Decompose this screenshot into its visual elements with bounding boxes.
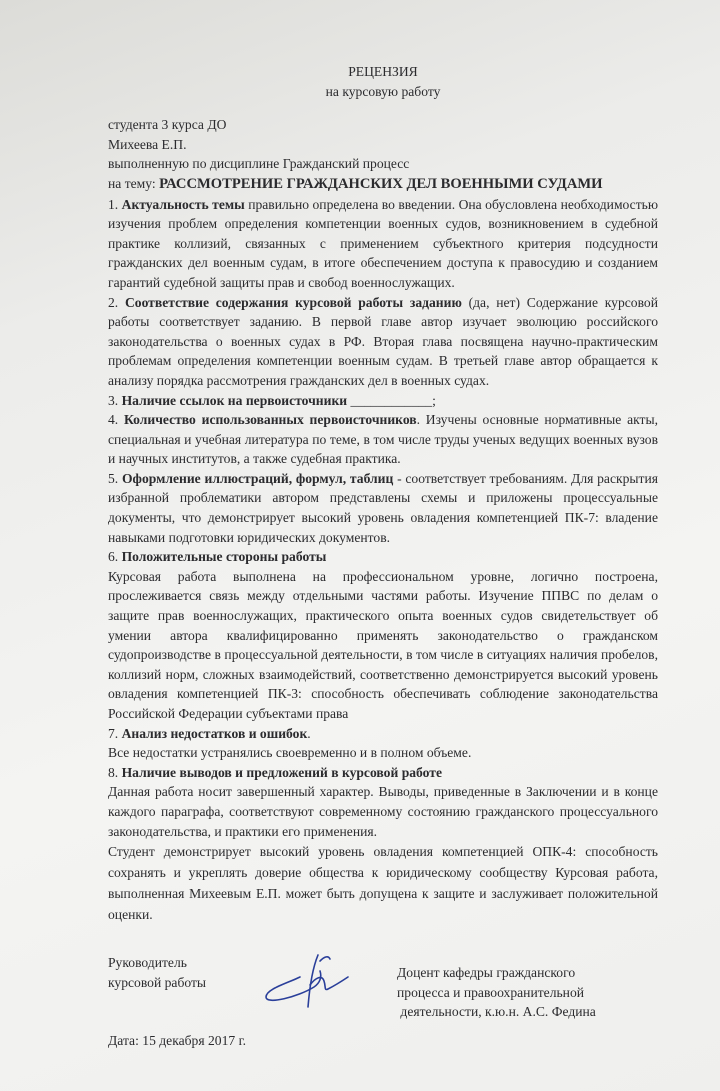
section-number: 8. [108, 764, 122, 780]
reviewer-position [397, 963, 596, 1022]
section-text: Все недостатки устранялись своевременно и в полном объеме. [108, 745, 472, 761]
review-paragraph [108, 841, 658, 925]
section-heading: Актуальность темы [121, 196, 245, 212]
topic [108, 174, 658, 195]
reviewer-line: деятельности, к.ю.н. А.С. Федина [397, 1004, 596, 1020]
document-title: РЕЦЕНЗИЯ [348, 64, 418, 79]
section-text: Курсовая работа выполнена на профессиональном уровне, логично построена, прослеживается связь между отдельными частями работы. Изучение ППВС по делам о защите прав военнослужащих, практического опыта военных судов свидетельствует об умении автора квалифицированно применять законодательство о гражданском судопроизводстве в процессуальной деятельности, в том числе в ситуациях наличия пробелов, коллизий норм, сложных взаимодействий, соответственно демонстрируется высокий уровень овладения компетенцией ПК-3: способность обеспечивать соблюдение законодательства Российской Федерации субъектами права [108, 568, 658, 721]
reviewer-line: процесса и правоохранительной [397, 984, 585, 1000]
section-text: . [307, 725, 311, 741]
review-paragraph [108, 782, 658, 841]
supervisor-label-line: Руководитель [108, 955, 187, 971]
handwritten-signature [258, 947, 358, 1017]
section-heading: Анализ недостатков и ошибок [121, 725, 308, 741]
student-course: студента 3 курса ДО [108, 117, 227, 133]
section-heading: Соответствие содержания курсовой работы заданию [124, 294, 462, 310]
section-number: 4. [108, 412, 124, 428]
section-number: 1. [108, 196, 122, 212]
review-document [108, 0, 658, 1091]
section-text: . Изучены основные нормативные акты, специальная и учебная литература по теме, в том числе труды ученых ведущих военных вузов и научных институтов, а также судебная практика. [108, 412, 659, 467]
review-paragraph [108, 293, 658, 391]
document-subtitle: на курсовую работу [325, 83, 441, 99]
review-paragraph [108, 724, 658, 744]
review-paragraph [108, 743, 658, 763]
supervisor-label [108, 953, 206, 992]
review-paragraph [108, 391, 658, 411]
discipline: выполненную по дисциплине Гражданский процесс [108, 156, 410, 172]
section-text: Студент демонстрирует высокий уровень овладения компетенцией ОПК-4: способность сохранять и укреплять доверие общества к юридическому сообществу Курсовая работа, выполненная Михеевым Е.П. может быть допущена к защите и заслуживает положительной оценки. [108, 844, 658, 923]
review-paragraph [108, 763, 658, 783]
review-paragraph [108, 195, 658, 293]
section-text: Данная работа носит завершенный характер. Выводы, приведенные в Заключении и в конце каждого параграфа, соответствуют современному состоянию гражданского процессуального законодательства, и практики его применения. [108, 784, 658, 839]
review-paragraph [108, 567, 658, 724]
review-paragraph [108, 547, 658, 567]
section-number: 5. [108, 470, 122, 486]
section-number: 3. [108, 392, 122, 408]
section-text: ____________; [347, 392, 436, 408]
signature-row [108, 953, 658, 1025]
topic-title: РАССМОТРЕНИЕ ГРАЖДАНСКИХ ДЕЛ ВОЕННЫМИ СУДАМИ [159, 175, 603, 192]
section-heading: Оформление иллюстраций, формул, таблиц [121, 470, 394, 486]
section-heading: Положительные стороны работы [121, 549, 327, 565]
review-paragraph [108, 469, 658, 547]
student-name: Михеева Е.П. [108, 136, 187, 152]
reviewer-line: Доцент кафедры гражданского [397, 965, 576, 981]
review-date: Дата: 15 декабря 2017 г. [108, 1033, 247, 1049]
section-text: (да, нет) Содержание курсовой работы соответствует заданию. В первой главе автор изучает эволюцию российского законодательства о военных судах в РФ. Вторая глава посвящена научно-практическим проблемам определения компетенции военным судам. В третьей главе автор обращается к анализу порядка рассмотрения гражданских дел в военных судах. [108, 294, 658, 388]
section-text: правильно определена во введении. Она обусловлена необходимостью изучения проблем определения компетенции военных судов, возникновением в судебной практике коллизий, связанных с применением субъектного критерия подсудности гражданских дел военным судам, в итоге обеспечением доступа к правосудию и созданием гарантий судебной защиты прав и свобод военнослужащих. [108, 196, 659, 290]
supervisor-label-line: курсовой работы [108, 974, 207, 990]
section-heading: Наличие ссылок на первоисточники [121, 392, 348, 408]
section-heading: Наличие выводов и предложений в курсовой работе [121, 764, 443, 780]
review-paragraph [108, 410, 658, 469]
section-number: 2. [108, 294, 125, 310]
section-number: 7. [108, 725, 122, 741]
section-heading: Количество использованных первоисточников [123, 412, 417, 428]
review-sections [108, 195, 658, 926]
section-text: - соответствует требованиям. Для раскрытия избранной проблематики автором представлены схемы и приложены процессуальные документы, что демонстрирует высокий уровень овладения компетенцией ПК-7: владение навыками подготовки юридических документов. [108, 470, 658, 545]
section-number: 6. [108, 549, 122, 565]
topic-prefix: на тему: [108, 175, 160, 191]
